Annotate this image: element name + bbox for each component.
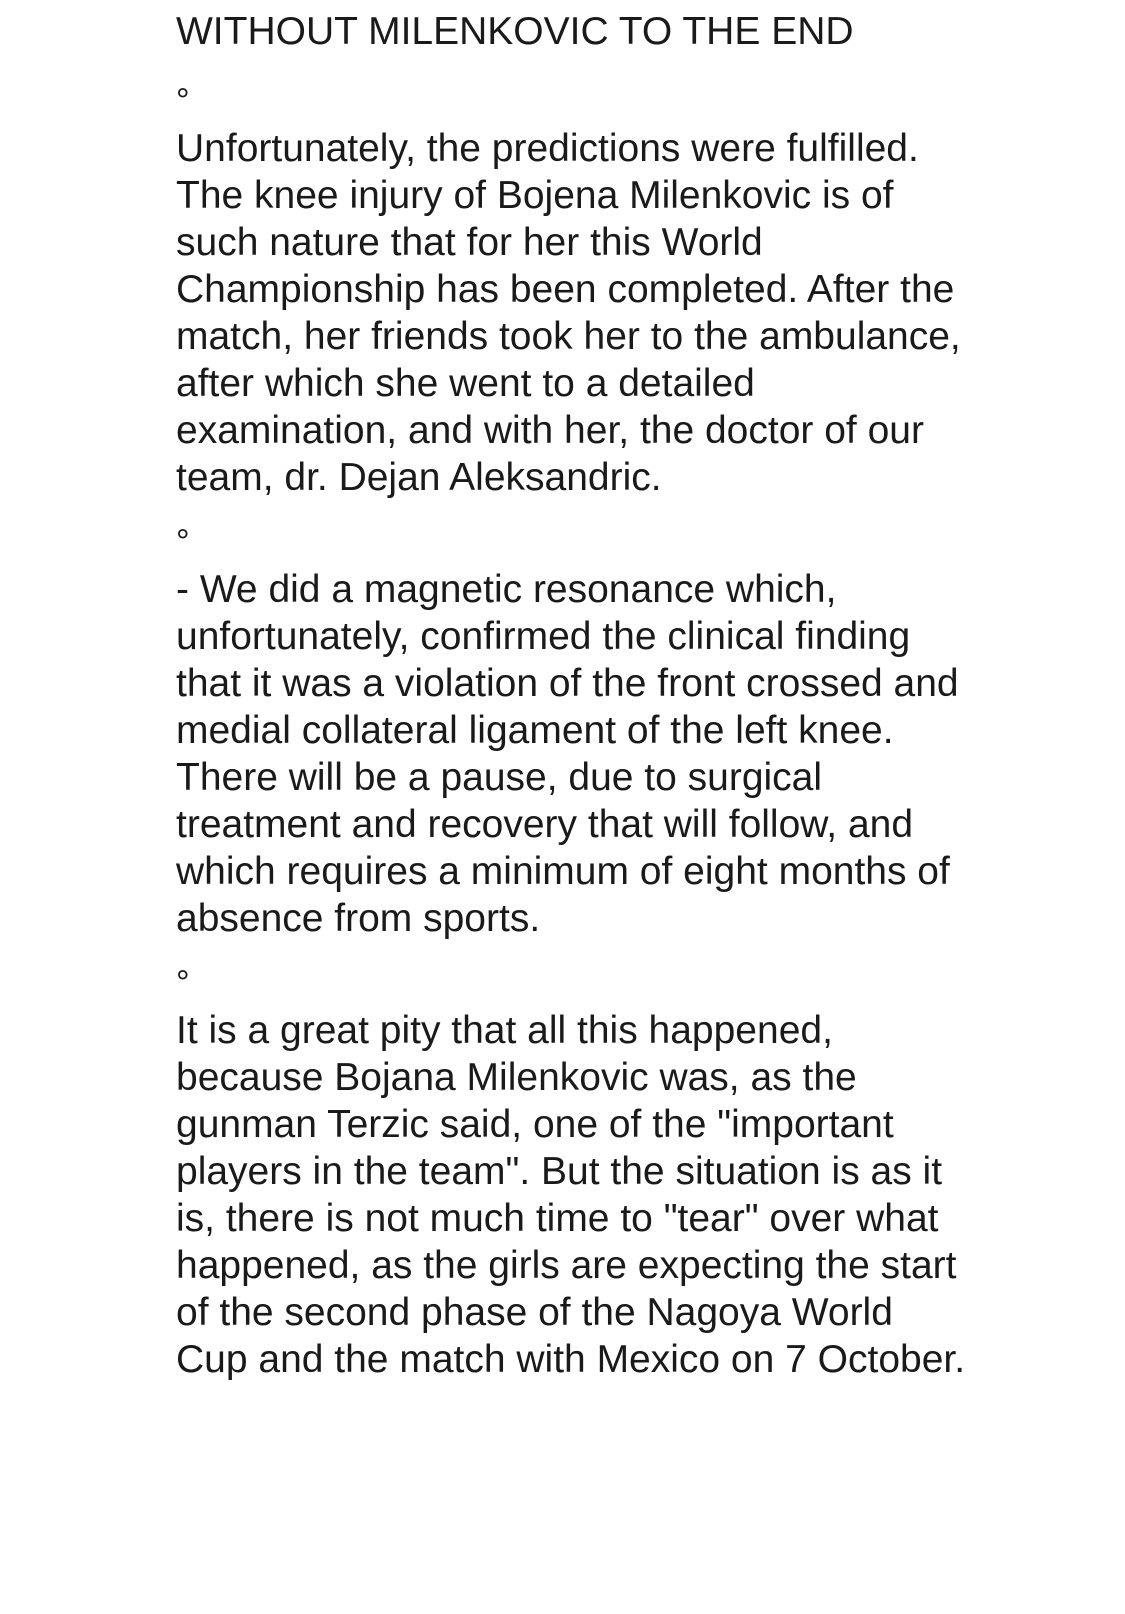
- section-bullet: °: [176, 82, 190, 120]
- article: [176, 0, 966, 1383]
- section-3: [176, 960, 966, 1383]
- paragraph-3: It is a great pity that all this happened, because Bojana Milenkovic was, as the gunman Terzic said, one of the "important players in the team". But the situation is as it is, there is not much time to "tear" over what happened, as the girls are expecting the start of the second phase of the Nagoya World Cup and the match with Mexico on 7 October.: [176, 1009, 966, 1381]
- section-1: [176, 78, 966, 501]
- section-bullet: °: [176, 523, 190, 561]
- section-bullet: °: [176, 964, 190, 1002]
- paragraph-2: - We did a magnetic resonance which, unfortunately, confirmed the clinical finding that it was a violation of the front crossed and medial collateral ligament of the left knee. There will be a pause, due to surgical treatment and recovery that will follow, and which requires a minimum of eight months of absence from sports.: [176, 568, 959, 940]
- article-title: WITHOUT MILENKOVIC TO THE END: [176, 10, 854, 53]
- section-2: [176, 519, 966, 942]
- paragraph-1: Unfortunately, the predictions were fulfilled. The knee injury of Bojena Milenkovic is of such nature that for her this World Championship has been completed. After the match, her friends took her to the ambulance, after which she went to a detailed examination, and with her, the doctor of our team, dr. Dejan Aleksandric.: [176, 127, 961, 499]
